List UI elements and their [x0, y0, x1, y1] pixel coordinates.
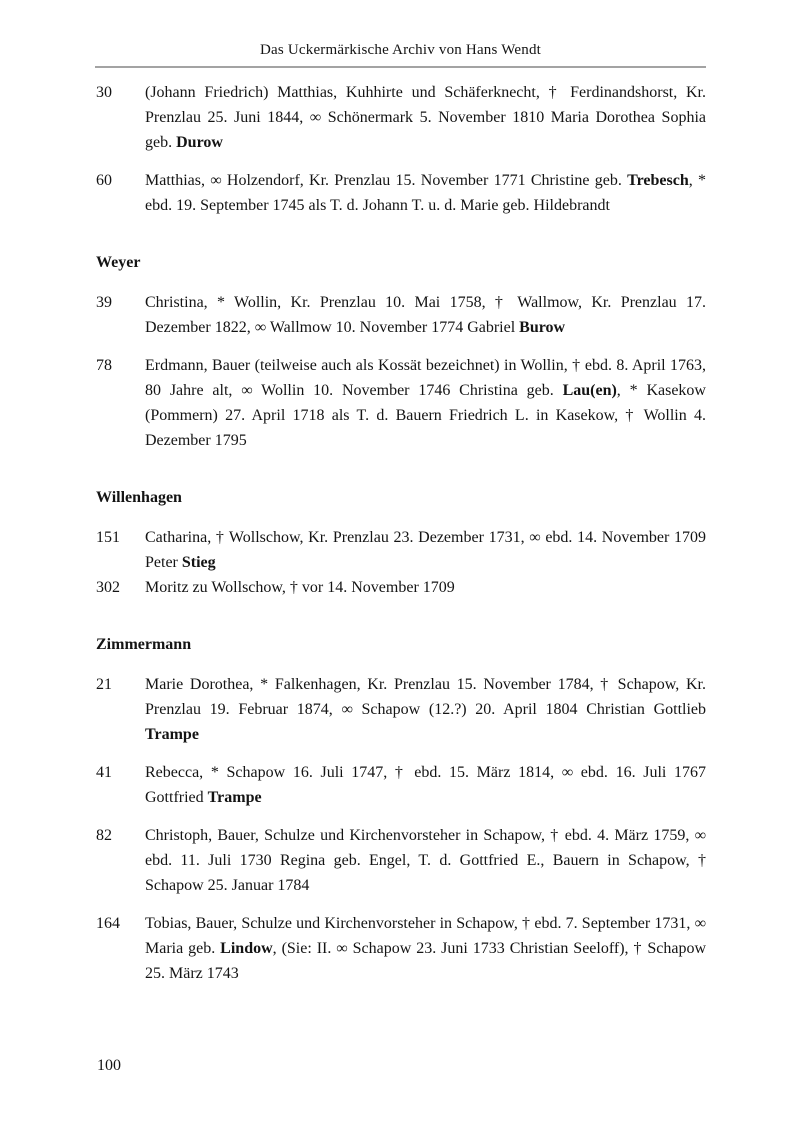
surname-section: [96, 250, 706, 453]
entry: [96, 290, 706, 340]
entry-text-segment: , * ebd. 19. September 1745 als T. d. Johann T. u. d. Marie geb. Hildebrandt: [145, 172, 707, 214]
surname-bold: Lau(en): [562, 382, 617, 399]
entry-number: 78: [96, 357, 112, 374]
entry-text: [145, 168, 706, 218]
entry-text-segment: Rebecca, * Schapow 16. Juli 1747, † ebd. 15. März 1814, ∞ ebd. 16. Juli 1767 Gottfried: [145, 764, 706, 806]
entry: [96, 760, 706, 810]
entry-number: 164: [96, 915, 120, 932]
entry-text: [145, 353, 706, 453]
entry-text: [145, 911, 706, 986]
surname-bold: Trebesch: [627, 172, 689, 189]
entry-text-segment: Erdmann, Bauer (teilweise auch als Kossät bezeichnet) in Wollin, † ebd. 8. April 1763, 80 Jahre alt, ∞ Wollin 10. November 1746 Christina geb.: [145, 357, 706, 399]
entry-text: [145, 823, 706, 898]
entry-text: [145, 290, 706, 340]
entry-text-segment: Moritz zu Wollschow, † vor 14. November 1709: [145, 579, 455, 596]
entry-number: 21: [96, 676, 112, 693]
surname-bold: Durow: [176, 134, 223, 151]
entry-text: [145, 672, 706, 747]
surname-bold: Lindow: [220, 940, 273, 957]
entry-text: [145, 525, 706, 575]
entry: [96, 911, 706, 986]
surname-bold: Trampe: [145, 726, 199, 743]
surname-heading: Willenhagen: [96, 489, 182, 506]
entry: [96, 575, 706, 600]
entry: [96, 823, 706, 898]
entry-text: [145, 80, 706, 155]
surname-bold: Stieg: [181, 554, 216, 571]
page-number: 100: [97, 1057, 121, 1074]
entry: [96, 672, 706, 747]
entry: [96, 80, 706, 155]
entry: [96, 168, 706, 218]
entry-text-segment: Marie Dorothea, * Falkenhagen, Kr. Prenzlau 15. November 1784, † Schapow, Kr. Prenzlau 19. Februar 1874, ∞ Schapow (12.?) 20. April 1804 Christian Gottlieb: [145, 676, 706, 718]
entry-number: 151: [96, 529, 120, 546]
entry-number: 30: [96, 84, 112, 101]
entry-text: [145, 575, 706, 600]
running-header-title: Das Uckermärkische Archiv von Hans Wendt: [259, 42, 542, 58]
entry-text-segment: , (Sie: II. ∞ Schapow 23. Juni 1733 Christian Seeloff), † Schapow 25. März 1743: [145, 940, 706, 982]
surname-section: [96, 632, 706, 986]
entry-text-segment: Matthias, ∞ Holzendorf, Kr. Prenzlau 15. November 1771 Christine geb.: [145, 172, 628, 189]
entry-number: 60: [96, 172, 112, 189]
entry-number: 41: [96, 764, 112, 781]
entry-number: 82: [96, 827, 112, 844]
entry: [96, 525, 706, 575]
entries-container: [96, 80, 706, 986]
surname-heading: Zimmermann: [96, 636, 192, 653]
entry-text: [145, 760, 706, 810]
surname-bold: Trampe: [207, 789, 262, 806]
running-header: [95, 40, 706, 60]
surname-bold: Burow: [519, 319, 566, 336]
entry-text-segment: Christina, * Wollin, Kr. Prenzlau 10. Mai 1758, † Wallmow, Kr. Prenzlau 17. Dezember 1822, ∞ Wallmow 10. November 1774 Gabriel: [145, 294, 706, 336]
surname-section: [96, 485, 706, 600]
entry-text-segment: Christoph, Bauer, Schulze und Kirchenvorsteher in Schapow, † ebd. 4. März 1759, ∞ ebd. 11. Juli 1730 Regina geb. Engel, T. d. Gottfried E., Bauern in Schapow, † Schapow 25. Januar 1784: [145, 827, 706, 894]
header-rule: [95, 66, 706, 68]
entry-text-segment: , * Kasekow (Pommern) 27. April 1718 als T. d. Bauern Friedrich L. in Kasekow, † Wollin 4. Dezember 1795: [145, 382, 706, 449]
surname-heading: Weyer: [96, 254, 141, 271]
entry-text-segment: Catharina, † Wollschow, Kr. Prenzlau 23. Dezember 1731, ∞ ebd. 14. November 1709 Peter: [145, 529, 706, 571]
surname-section: [96, 80, 706, 218]
entry-text-segment: (Johann Friedrich) Matthias, Kuhhirte und Schäferknecht, † Ferdinandshorst, Kr. Prenzlau 25. Juni 1844, ∞ Schönermark 5. November 1810 Maria Dorothea Sophia geb.: [145, 84, 706, 151]
entry-number: 302: [96, 579, 120, 596]
entry-number: 39: [96, 294, 112, 311]
page-footer: [97, 1053, 121, 1078]
entry-text-segment: Tobias, Bauer, Schulze und Kirchenvorsteher in Schapow, † ebd. 7. September 1731, ∞ Maria geb.: [145, 915, 706, 957]
entry: [96, 353, 706, 453]
